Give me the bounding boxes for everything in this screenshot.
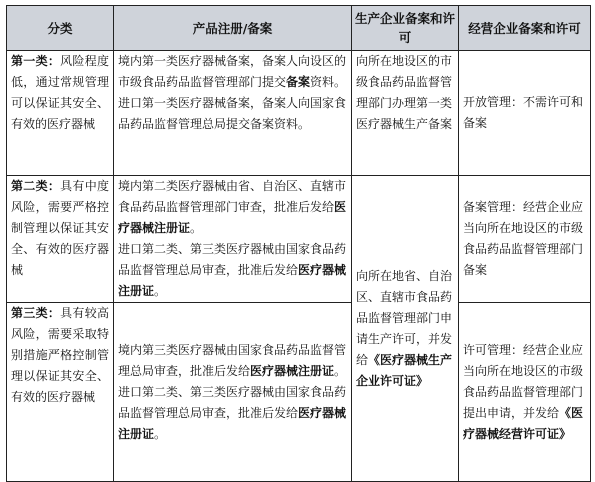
registration-domestic: 境内第二类医疗器械由省、自治区、直辖市食品药品监督管理部门审查，批准后发给医疗器械注册证。 (118, 179, 347, 235)
production-merged-text: 向所在地省、自治区、直辖市食品药品监督管理部门申请生产许可，并发给 (356, 268, 453, 367)
production-cell: 向所在地设区的市级食品药品监督管理部门办理第一类医疗器械生产备案 (352, 51, 459, 176)
operation-license-name: 《医疗器械经营许可证》 (463, 405, 584, 441)
registration-import: 进口第二类、第三类医疗器械由国家食品药品监督管理总局审查，批准后发给医疗器械注册证。 (118, 384, 347, 441)
category-cell (7, 176, 114, 303)
production-license-name: 《医疗器械生产企业许可证》 (356, 352, 453, 388)
header-category: 分类 (7, 6, 114, 51)
registration-import: 进口第一类医疗器械备案，备案人向国家食品药品监督管理总局提交备案资料。 (118, 96, 347, 131)
registration-cell (114, 303, 352, 482)
operation-cell: 备案管理：经营企业应当向所在地设区的市级食品药品监督管理部门备案 (459, 176, 591, 303)
category-description: 风险程度低，通过常规管理可以保证其安全、有效的医疗器械 (11, 54, 109, 131)
header-operation: 经营企业备案和许可 (459, 6, 591, 51)
table-row-class-1 (7, 51, 591, 176)
category-description: 具有较高风险，需要采取特别措施严格控制管理以保证其安全、有效的医疗器械 (11, 306, 109, 404)
category-title: 第三类： (11, 306, 61, 320)
header-registration: 产品注册/备案 (114, 6, 352, 51)
category-cell (7, 303, 114, 482)
production-merged-cell (352, 176, 459, 482)
header-production: 生产企业备案和许可 (352, 6, 459, 51)
header-row (7, 6, 591, 51)
table-row-class-3 (7, 303, 591, 482)
category-title: 第二类： (11, 179, 61, 193)
category-description: 具有中度风险，需要严格控制管理以保证其安全、有效的医疗器械 (11, 179, 109, 277)
table-row-class-2 (7, 176, 591, 303)
device-classification-table (6, 5, 591, 482)
registration-cell (114, 51, 352, 176)
registration-domestic: 境内第一类医疗器械备案，备案人向设区的市级食品药品监督管理部门提交备案资料。 (118, 54, 347, 89)
registration-import: 进口第二类、第三类医疗器械由国家食品药品监督管理总局审查，批准后发给医疗器械注册证。 (118, 242, 347, 298)
operation-cell (459, 303, 591, 482)
operation-text: 许可管理：经营企业应当向所在地设区的市级食品药品监督管理部门提出申请，并发给 (463, 342, 584, 420)
category-cell (7, 51, 114, 176)
operation-cell: 开放管理：不需许可和备案 (459, 51, 591, 176)
category-title: 第一类： (11, 54, 61, 68)
registration-cell (114, 176, 352, 303)
registration-domestic: 境内第三类医疗器械由国家食品药品监督管理总局审查，批准后发给医疗器械注册证。 (118, 342, 347, 378)
